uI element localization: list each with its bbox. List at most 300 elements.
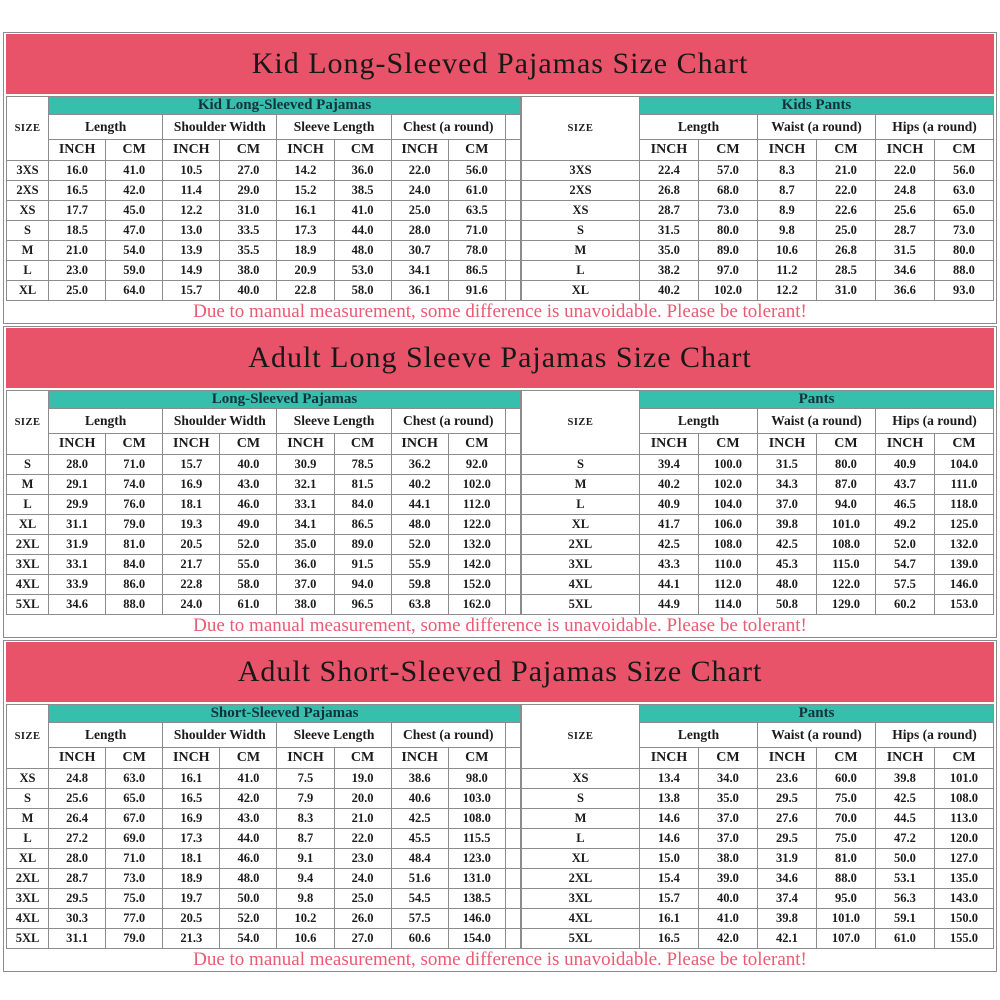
spacer-cell: [505, 789, 520, 809]
measurement-disclaimer: Due to manual measurement, some difference is unavoidable. Please be tolerant!: [193, 301, 807, 322]
size-column-header: SIZE: [7, 705, 49, 769]
table-row: [7, 495, 521, 515]
measurement-value: 146.0: [934, 575, 993, 595]
measurement-value: 16.5: [163, 789, 220, 809]
spacer-cell: [505, 575, 520, 595]
unit-header: INCH: [163, 140, 220, 161]
unit-header: CM: [698, 434, 757, 455]
measurement-value: 24.8: [49, 769, 106, 789]
unit-header: INCH: [639, 434, 698, 455]
measurement-value: 38.2: [639, 261, 698, 281]
size-value: L: [521, 261, 639, 281]
measurement-value: 29.5: [757, 789, 816, 809]
measurement-value: 13.9: [163, 241, 220, 261]
measurement-value: 37.0: [757, 495, 816, 515]
size-value: 4XL: [7, 909, 49, 929]
measurement-value: 18.9: [163, 869, 220, 889]
size-column-header: SIZE: [7, 391, 49, 455]
measurement-value: 12.2: [163, 201, 220, 221]
measurement-value: 29.1: [49, 475, 106, 495]
spacer-cell: [505, 723, 520, 748]
measurement-value: 39.8: [875, 769, 934, 789]
size-value: 2XL: [7, 535, 49, 555]
measurement-value: 10.6: [277, 929, 334, 949]
measurement-column-header: Length: [639, 723, 757, 748]
table-row: [7, 769, 521, 789]
measurement-value: 146.0: [448, 909, 505, 929]
size-value: XL: [7, 849, 49, 869]
measurement-value: 15.7: [163, 455, 220, 475]
measurement-value: 131.0: [448, 869, 505, 889]
measurement-value: 78.0: [448, 241, 505, 261]
section-title-banner: [6, 642, 994, 702]
table-row: [521, 261, 993, 281]
measurement-value: 34.6: [49, 595, 106, 615]
measurement-value: 73.0: [934, 221, 993, 241]
size-value: 3XS: [521, 161, 639, 181]
measurement-value: 95.0: [816, 889, 875, 909]
measurement-value: 40.0: [220, 281, 277, 301]
measurement-value: 61.0: [448, 181, 505, 201]
table-row: [7, 595, 521, 615]
measurement-value: 37.0: [698, 829, 757, 849]
measurement-value: 113.0: [934, 809, 993, 829]
unit-header: INCH: [757, 140, 816, 161]
size-value: S: [7, 789, 49, 809]
measurement-value: 31.5: [639, 221, 698, 241]
measurement-value: 20.5: [163, 909, 220, 929]
table-group-title: Long-Sleeved Pajamas: [49, 391, 521, 409]
size-value: 4XL: [7, 575, 49, 595]
measurement-value: 24.0: [391, 181, 448, 201]
measurement-value: 81.5: [334, 475, 391, 495]
unit-header: CM: [106, 434, 163, 455]
measurement-value: 155.0: [934, 929, 993, 949]
measurement-value: 14.6: [639, 809, 698, 829]
adult-short-sleeved-section: [3, 640, 997, 972]
measurement-value: 108.0: [934, 789, 993, 809]
size-value: S: [521, 455, 639, 475]
spacer-cell: [505, 495, 520, 515]
unit-header: INCH: [277, 434, 334, 455]
unit-header: INCH: [875, 748, 934, 769]
unit-header: CM: [220, 434, 277, 455]
measurement-value: 50.0: [220, 889, 277, 909]
measurement-value: 39.8: [757, 909, 816, 929]
measurement-value: 25.6: [875, 201, 934, 221]
measurement-value: 61.0: [220, 595, 277, 615]
size-column-header: SIZE: [521, 97, 639, 161]
section-title-banner: [6, 328, 994, 388]
measurement-value: 44.9: [639, 595, 698, 615]
measurement-value: 38.5: [334, 181, 391, 201]
measurement-value: 42.0: [106, 181, 163, 201]
measurement-value: 162.0: [448, 595, 505, 615]
table-row: [7, 789, 521, 809]
measurement-value: 94.0: [334, 575, 391, 595]
measurement-value: 22.4: [639, 161, 698, 181]
size-column-header: SIZE: [7, 97, 49, 161]
measurement-value: 122.0: [816, 575, 875, 595]
measurement-value: 22.0: [875, 161, 934, 181]
measurement-value: 15.7: [163, 281, 220, 301]
measurement-value: 65.0: [106, 789, 163, 809]
measurement-value: 92.0: [448, 455, 505, 475]
measurement-value: 28.0: [49, 849, 106, 869]
measurement-value: 46.5: [875, 495, 934, 515]
measurement-value: 11.4: [163, 181, 220, 201]
measurement-value: 29.5: [49, 889, 106, 909]
unit-header: CM: [698, 748, 757, 769]
measurement-value: 7.9: [277, 789, 334, 809]
table-row: [521, 515, 993, 535]
size-value: M: [7, 809, 49, 829]
measurement-value: 25.0: [816, 221, 875, 241]
unit-header: CM: [334, 140, 391, 161]
spacer-cell: [505, 929, 520, 949]
table-row: [7, 515, 521, 535]
measurement-value: 74.0: [106, 475, 163, 495]
measurement-value: 47.2: [875, 829, 934, 849]
measurement-value: 45.3: [757, 555, 816, 575]
size-column-header: SIZE: [521, 391, 639, 455]
spacer-cell: [505, 409, 520, 434]
measurement-value: 45.0: [106, 201, 163, 221]
measurement-value: 55.9: [391, 555, 448, 575]
measurement-value: 79.0: [106, 929, 163, 949]
measurement-value: 26.8: [816, 241, 875, 261]
measurement-value: 97.0: [698, 261, 757, 281]
measurement-value: 41.0: [220, 769, 277, 789]
size-value: XS: [7, 201, 49, 221]
table-row: [521, 281, 993, 301]
measurement-value: 108.0: [448, 809, 505, 829]
spacer-cell: [505, 515, 520, 535]
measurement-value: 54.0: [220, 929, 277, 949]
measurement-value: 67.0: [106, 809, 163, 829]
measurement-value: 115.5: [448, 829, 505, 849]
measurement-value: 16.9: [163, 809, 220, 829]
measurement-column-header: Chest (a round): [391, 723, 505, 748]
size-value: M: [521, 241, 639, 261]
measurement-value: 91.6: [448, 281, 505, 301]
measurement-value: 31.9: [49, 535, 106, 555]
measurement-value: 10.5: [163, 161, 220, 181]
size-value: 5XL: [521, 595, 639, 615]
table-row: [7, 869, 521, 889]
measurement-value: 31.1: [49, 515, 106, 535]
measurement-value: 16.5: [639, 929, 698, 949]
adult-long-sleeve-section: [3, 326, 997, 638]
spacer-cell: [505, 161, 520, 181]
table-row: [521, 475, 993, 495]
spacer-cell: [505, 455, 520, 475]
measurement-value: 56.3: [875, 889, 934, 909]
measurement-value: 80.0: [698, 221, 757, 241]
table-row: [521, 809, 993, 829]
unit-header: INCH: [163, 748, 220, 769]
measurement-value: 98.0: [448, 769, 505, 789]
measurement-value: 63.8: [391, 595, 448, 615]
unit-header: CM: [698, 140, 757, 161]
measurement-value: 91.5: [334, 555, 391, 575]
measurement-value: 8.7: [757, 181, 816, 201]
unit-header: INCH: [639, 140, 698, 161]
table-group-title: Short-Sleeved Pajamas: [49, 705, 521, 723]
measurement-column-header: Hips (a round): [875, 409, 993, 434]
unit-header: CM: [106, 140, 163, 161]
measurement-value: 59.1: [875, 909, 934, 929]
measurement-value: 13.8: [639, 789, 698, 809]
table-group-title: Kid Long-Sleeved Pajamas: [49, 97, 521, 115]
measurement-column-header: Length: [49, 409, 163, 434]
measurement-value: 27.2: [49, 829, 106, 849]
measurement-value: 29.9: [49, 495, 106, 515]
measurement-value: 13.0: [163, 221, 220, 241]
size-value: XL: [521, 849, 639, 869]
measurement-value: 22.6: [816, 201, 875, 221]
size-value: 3XS: [7, 161, 49, 181]
size-value: M: [7, 475, 49, 495]
measurement-value: 52.0: [391, 535, 448, 555]
measurement-column-header: Shoulder Width: [163, 723, 277, 748]
measurement-value: 8.7: [277, 829, 334, 849]
measurement-value: 86.5: [448, 261, 505, 281]
table-row: [7, 455, 521, 475]
spacer-cell: [505, 475, 520, 495]
table-row: [7, 221, 521, 241]
measurement-value: 30.9: [277, 455, 334, 475]
measurement-value: 152.0: [448, 575, 505, 595]
measurement-value: 58.0: [334, 281, 391, 301]
measurement-value: 79.0: [106, 515, 163, 535]
spacer-cell: [505, 140, 520, 161]
measurement-value: 40.6: [391, 789, 448, 809]
measurement-value: 88.0: [816, 869, 875, 889]
measurement-value: 111.0: [934, 475, 993, 495]
measurement-column-header: Chest (a round): [391, 409, 505, 434]
measurement-value: 16.1: [163, 769, 220, 789]
measurement-value: 56.0: [448, 161, 505, 181]
unit-header: CM: [934, 434, 993, 455]
table-row: [7, 475, 521, 495]
measurement-disclaimer: Due to manual measurement, some difference is unavoidable. Please be tolerant!: [193, 949, 807, 970]
spacer-cell: [505, 434, 520, 455]
measurement-value: 15.7: [639, 889, 698, 909]
table-row: [521, 769, 993, 789]
measurement-value: 35.0: [277, 535, 334, 555]
size-value: 3XL: [7, 889, 49, 909]
measurement-value: 102.0: [698, 475, 757, 495]
measurement-value: 94.0: [816, 495, 875, 515]
measurement-value: 36.0: [334, 161, 391, 181]
measurement-value: 115.0: [816, 555, 875, 575]
measurement-value: 14.2: [277, 161, 334, 181]
measurement-value: 135.0: [934, 869, 993, 889]
measurement-column-header: Chest (a round): [391, 115, 505, 140]
measurement-value: 33.9: [49, 575, 106, 595]
measurement-value: 56.0: [934, 161, 993, 181]
table-row: [521, 829, 993, 849]
table-row: [7, 161, 521, 181]
measurement-value: 17.3: [277, 221, 334, 241]
measurement-value: 40.2: [391, 475, 448, 495]
measurement-value: 49.2: [875, 515, 934, 535]
measurement-value: 58.0: [220, 575, 277, 595]
measurement-value: 15.0: [639, 849, 698, 869]
measurement-value: 12.2: [757, 281, 816, 301]
measurement-value: 34.0: [698, 769, 757, 789]
unit-header: CM: [448, 140, 505, 161]
spacer-cell: [505, 261, 520, 281]
measurement-value: 122.0: [448, 515, 505, 535]
measurement-value: 20.5: [163, 535, 220, 555]
measurement-value: 36.6: [875, 281, 934, 301]
measurement-value: 14.6: [639, 829, 698, 849]
size-value: 4XL: [521, 909, 639, 929]
measurement-value: 7.5: [277, 769, 334, 789]
measurement-value: 33.5: [220, 221, 277, 241]
measurement-value: 26.4: [49, 809, 106, 829]
measurement-value: 30.3: [49, 909, 106, 929]
table-row: [7, 929, 521, 949]
measurement-value: 60.6: [391, 929, 448, 949]
unit-header: CM: [934, 748, 993, 769]
spacer-cell: [505, 241, 520, 261]
unit-header: CM: [448, 434, 505, 455]
measurement-value: 43.0: [220, 475, 277, 495]
measurement-column-header: Sleeve Length: [277, 409, 391, 434]
spacer-cell: [505, 181, 520, 201]
spacer-cell: [505, 555, 520, 575]
measurement-value: 125.0: [934, 515, 993, 535]
measurement-value: 37.4: [757, 889, 816, 909]
measurement-value: 70.0: [816, 809, 875, 829]
page-title: Adult Short-Sleeved Pajamas Size Chart: [237, 655, 763, 688]
measurement-value: 10.2: [277, 909, 334, 929]
table-row: [521, 495, 993, 515]
size-value: 2XS: [521, 181, 639, 201]
pants-size-table: [521, 704, 994, 949]
measurement-value: 120.0: [934, 829, 993, 849]
measurement-value: 102.0: [448, 475, 505, 495]
measurement-value: 38.0: [698, 849, 757, 869]
measurement-value: 24.0: [163, 595, 220, 615]
measurement-value: 59.8: [391, 575, 448, 595]
measurement-value: 8.9: [757, 201, 816, 221]
measurement-value: 20.9: [277, 261, 334, 281]
measurement-value: 34.1: [391, 261, 448, 281]
unit-header: CM: [220, 748, 277, 769]
table-row: [7, 889, 521, 909]
pants-size-table: [521, 96, 994, 301]
measurement-value: 38.6: [391, 769, 448, 789]
size-value: XS: [521, 201, 639, 221]
measurement-value: 18.5: [49, 221, 106, 241]
table-row: [7, 829, 521, 849]
table-row: [7, 909, 521, 929]
measurement-column-header: Hips (a round): [875, 115, 993, 140]
measurement-value: 54.5: [391, 889, 448, 909]
measurement-column-header: Waist (a round): [757, 409, 875, 434]
size-value: 3XL: [521, 889, 639, 909]
unit-header: CM: [934, 140, 993, 161]
measurement-value: 13.4: [639, 769, 698, 789]
measurement-value: 101.0: [934, 769, 993, 789]
measurement-value: 41.0: [106, 161, 163, 181]
unit-header: INCH: [639, 748, 698, 769]
table-row: [7, 535, 521, 555]
measurement-value: 21.0: [334, 809, 391, 829]
measurement-value: 77.0: [106, 909, 163, 929]
measurement-value: 25.0: [49, 281, 106, 301]
measurement-value: 57.5: [875, 575, 934, 595]
size-value: 3XL: [7, 555, 49, 575]
unit-header: CM: [220, 140, 277, 161]
spacer-cell: [505, 849, 520, 869]
size-value: XS: [521, 769, 639, 789]
measurement-value: 101.0: [816, 909, 875, 929]
spacer-cell: [505, 281, 520, 301]
measurement-column-header: Waist (a round): [757, 723, 875, 748]
measurement-value: 28.5: [816, 261, 875, 281]
measurement-value: 63.0: [934, 181, 993, 201]
measurement-value: 114.0: [698, 595, 757, 615]
measurement-value: 9.8: [277, 889, 334, 909]
measurement-value: 41.0: [698, 909, 757, 929]
measurement-value: 123.0: [448, 849, 505, 869]
measurement-value: 139.0: [934, 555, 993, 575]
measurement-value: 71.0: [106, 849, 163, 869]
measurement-value: 118.0: [934, 495, 993, 515]
measurement-value: 33.1: [49, 555, 106, 575]
measurement-value: 15.2: [277, 181, 334, 201]
measurement-value: 53.1: [875, 869, 934, 889]
measurement-value: 16.9: [163, 475, 220, 495]
measurement-value: 57.0: [698, 161, 757, 181]
measurement-value: 86.0: [106, 575, 163, 595]
measurement-value: 96.5: [334, 595, 391, 615]
measurement-value: 59.0: [106, 261, 163, 281]
unit-header: INCH: [391, 748, 448, 769]
measurement-value: 27.0: [220, 161, 277, 181]
measurement-value: 21.7: [163, 555, 220, 575]
measurement-value: 75.0: [816, 829, 875, 849]
measurement-value: 44.0: [334, 221, 391, 241]
measurement-value: 73.0: [106, 869, 163, 889]
measurement-value: 31.0: [220, 201, 277, 221]
size-tables: [6, 390, 994, 615]
measurement-value: 51.6: [391, 869, 448, 889]
measurement-value: 39.0: [698, 869, 757, 889]
pajamas-size-table: [6, 96, 521, 301]
spacer-cell: [505, 221, 520, 241]
measurement-value: 63.5: [448, 201, 505, 221]
measurement-value: 87.0: [816, 475, 875, 495]
measurement-value: 25.0: [334, 889, 391, 909]
measurement-value: 45.5: [391, 829, 448, 849]
measurement-value: 73.0: [698, 201, 757, 221]
size-value: L: [521, 495, 639, 515]
spacer-cell: [505, 869, 520, 889]
page-title: Kid Long-Sleeved Pajamas Size Chart: [251, 47, 749, 80]
measurement-value: 36.0: [277, 555, 334, 575]
measurement-value: 43.7: [875, 475, 934, 495]
table-row: [521, 555, 993, 575]
measurement-value: 44.1: [391, 495, 448, 515]
table-row: [521, 455, 993, 475]
measurement-value: 107.0: [816, 929, 875, 949]
